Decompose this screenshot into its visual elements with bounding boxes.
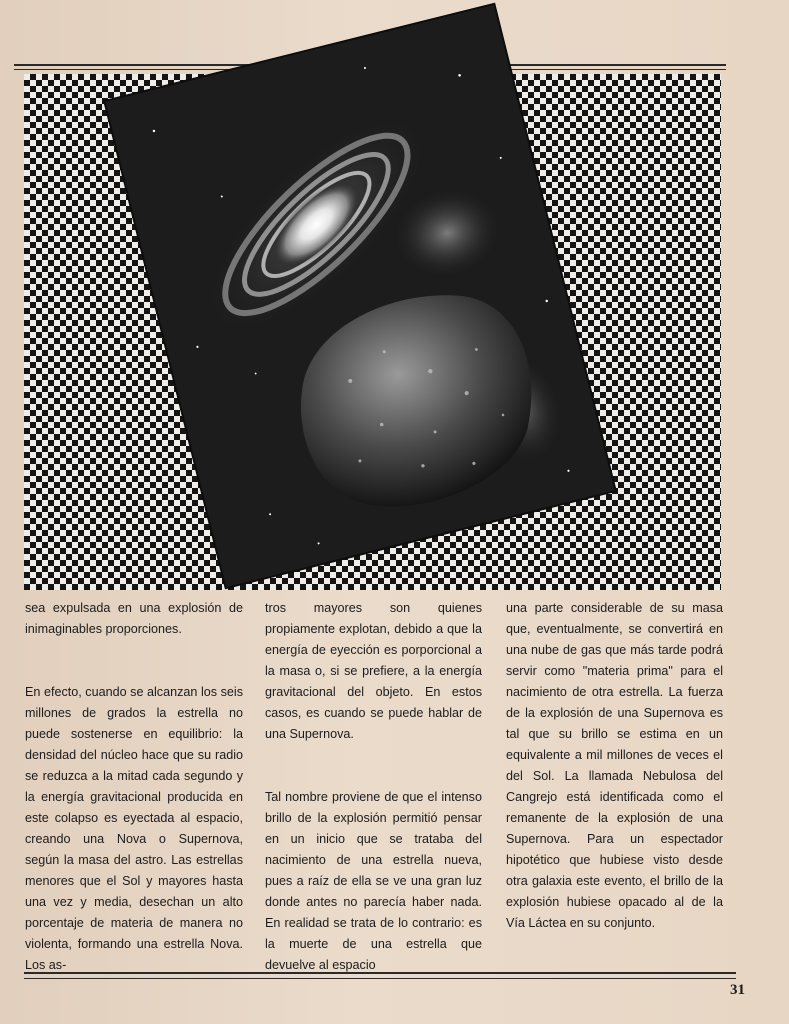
paragraph: Tal nombre proviene de que el intenso brillo de la explosión permitió pensar en un inicio que se trataba del nacimiento de una estrella nueva, pues a raíz de ella se ve una gran luz donde antes no parecía haber nada. En realidad se trata de lo contrario: es la muerte de una estrella que devuelve al espacio xyxy=(265,790,482,972)
paragraph: En efecto, cuando se alcanzan los seis millones de grados la estrella no puede sostenerse en equilibrio: la densidad del núcleo hace que su radio se reduzca a la mitad cada segundo y la energía gravitacional producida en este colapso es eyectada al espacio, creando una Nova o Supernova, según la masa del astro. Las estrellas menores que el Sol y mayores hasta una vez y media, desechan un alto porcentaje de materia de manera no violenta, formando una estrella Nova. Los as- xyxy=(25,685,243,972)
paragraph: tros mayores son quienes propiamente explotan, debido a que la energía de eyección es porporcional a la masa o, si se prefiere, a la energía gravitacional del objeto. En estos casos, es cuando se puede hablar de una Supernova. xyxy=(265,601,482,741)
paragraph: una parte considerable de su masa que, eventualmente, se convertirá en una nube de gas que más tarde podrá servir como "materia prima" para el nacimiento de otra estrella. La fuerza de la explosión de una Supernova es tal que su brillo se estima en un equivalente a mil millones de veces el del Sol. La llamada Nebulosa del Cangrejo está identificada como el remanente de la explosión de una Supernova. Para un espectador hipotético que hubiese visto desde otra galaxia este evento, el brillo de la explosión hubiese opacado al de la Vía Láctea en su conjunto. xyxy=(506,601,723,930)
text-column-2 xyxy=(265,598,482,976)
bottom-rule-thin xyxy=(24,978,736,979)
text-column-3 xyxy=(506,598,723,934)
text-column-1 xyxy=(25,598,243,976)
bottom-rule xyxy=(24,972,736,974)
paragraph: sea expulsada en una explosión de inimaginables proporciones. xyxy=(25,601,243,636)
page-number: 31 xyxy=(730,982,745,998)
